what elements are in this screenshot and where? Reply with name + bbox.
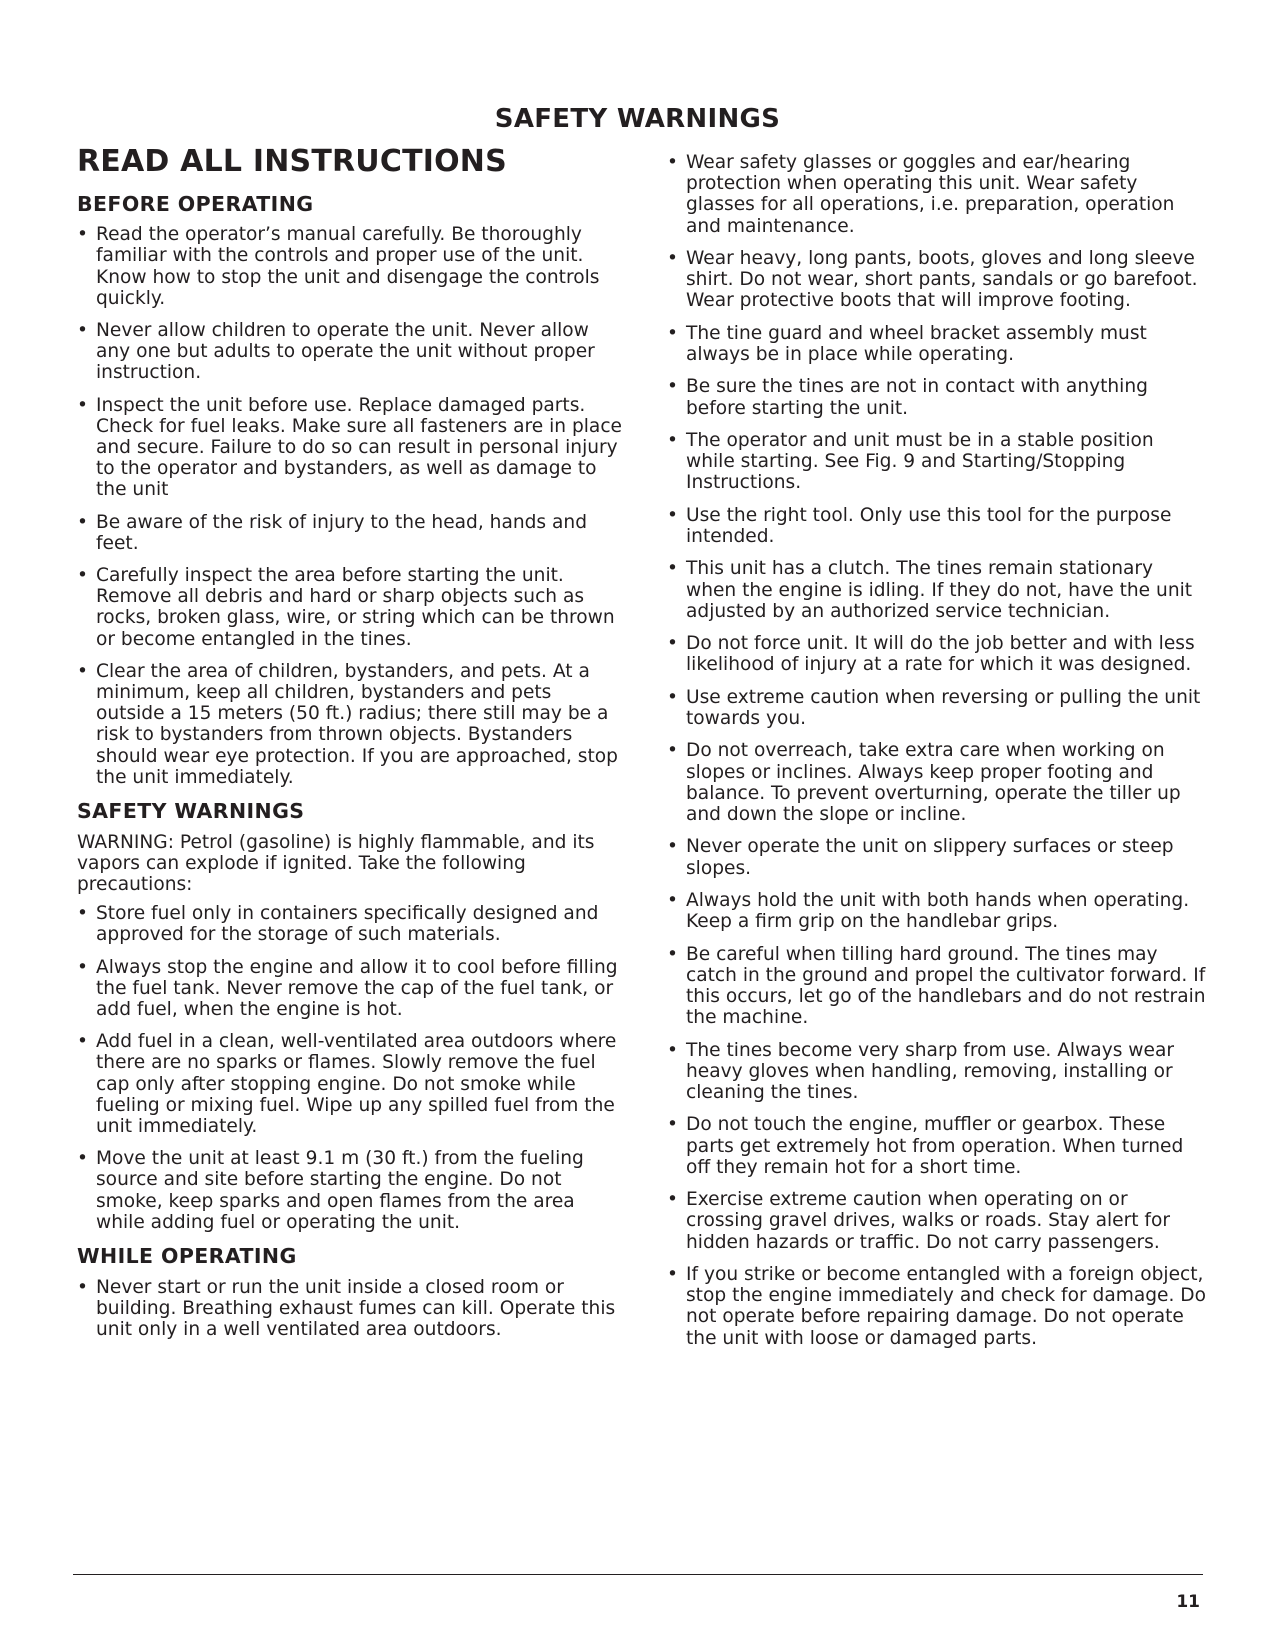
footer-divider: [73, 1574, 1203, 1575]
list-item: • Read the operator’s manual carefully. Be thoroughly familiar with the controls and proper use of the unit. Know how to stop the unit and disengage the controls quickly.: [77, 224, 622, 309]
right-column: [667, 152, 1207, 1360]
list-item: • Be sure the tines are not in contact with anything before starting the unit.: [667, 376, 1207, 418]
list-item: • Do not touch the engine, muffler or gearbox. These parts get extremely hot from operation. When turned off they remain hot for a short time.: [667, 1114, 1207, 1178]
list-item: • Use the right tool. Only use this tool for the purpose intended.: [667, 505, 1207, 547]
list-item: • Exercise extreme caution when operating on or crossing gravel drives, walks or roads. Stay alert for hidden hazards or traffic. Do not carry passengers.: [667, 1189, 1207, 1253]
list-item: • Wear safety glasses or goggles and ear/hearing protection when operating this unit. Wear safety glasses for all operations, i.e. preparation, operation and maintenance.: [667, 152, 1207, 237]
list-item: • The operator and unit must be in a stable position while starting. See Fig. 9 and Starting/Stopping Instructions.: [667, 430, 1207, 494]
page-number: 11: [1176, 1592, 1200, 1612]
list-item: • Do not force unit. It will do the job better and with less likelihood of injury at a rate for which it was designed.: [667, 633, 1207, 675]
list-item: • Always hold the unit with both hands when operating. Keep a firm grip on the handlebar grips.: [667, 890, 1207, 932]
list-item: • Never allow children to operate the unit. Never allow any one but adults to operate the unit without proper instruction.: [77, 320, 622, 384]
list-item: • Always stop the engine and allow it to cool before filling the fuel tank. Never remove the cap of the fuel tank, or add fuel, when the engine is hot.: [77, 957, 622, 1021]
list-item: • Store fuel only in containers specifically designed and approved for the storage of such materials.: [77, 903, 622, 945]
while-operating-heading: WHILE OPERATING: [77, 1244, 297, 1269]
list-item: • The tine guard and wheel bracket assembly must always be in place while operating.: [667, 323, 1207, 365]
list-item: • Inspect the unit before use. Replace damaged parts. Check for fuel leaks. Make sure all fasteners are in place and secure. Failure to do so can result in personal injury to the operator and bystanders, as well as damage to the unit: [77, 395, 622, 501]
before-operating-section: [77, 192, 622, 788]
list-item: • Be careful when tilling hard ground. The tines may catch in the ground and propel the cultivator forward. If this occurs, let go of the handlebars and do not restrain the machine.: [667, 944, 1207, 1029]
safety-warnings-section: [77, 799, 622, 1233]
list-item: • Wear heavy, long pants, boots, gloves and long sleeve shirt. Do not wear, short pants, sandals or go barefoot. Wear protective boots that will improve footing.: [667, 248, 1207, 312]
list-item: • The tines become very sharp from use. Always wear heavy gloves when handling, removing, installing or cleaning the tines.: [667, 1040, 1207, 1104]
list-item: • Never start or run the unit inside a closed room or building. Breathing exhaust fumes can kill. Operate this unit only in a well ventilated area outdoors.: [77, 1277, 622, 1341]
while-operating-section: [77, 1244, 622, 1340]
safety-warnings-list: [77, 903, 622, 1233]
read-all-instructions-heading: READ ALL INSTRUCTIONS: [77, 144, 507, 179]
list-item: • Never operate the unit on slippery surfaces or steep slopes.: [667, 836, 1207, 878]
list-item: • This unit has a clutch. The tines remain stationary when the engine is idling. If they do not, have the unit adjusted by an authorized service technician.: [667, 558, 1207, 622]
fuel-warning-intro: WARNING: Petrol (gasoline) is highly flammable, and its vapors can explode if ignited. Take the following precautions:: [77, 831, 595, 895]
before-operating-heading: BEFORE OPERATING: [77, 191, 314, 216]
list-item: • Use extreme caution when reversing or pulling the unit towards you.: [667, 687, 1207, 729]
safety-warnings-heading: SAFETY WARNINGS: [77, 798, 305, 823]
before-operating-list: [77, 224, 622, 788]
list-item: • Do not overreach, take extra care when working on slopes or inclines. Always keep proper footing and balance. To prevent overturning, operate the tiller up and down the slope or incline.: [667, 740, 1207, 825]
list-item: • Carefully inspect the area before starting the unit. Remove all debris and hard or sharp objects such as rocks, broken glass, wire, or string which can be thrown or become entangled in the tines.: [77, 565, 622, 650]
list-item: • If you strike or become entangled with a foreign object, stop the engine immediately and check for damage. Do not operate before repairing damage. Do not operate the unit with loose or damaged parts.: [667, 1264, 1207, 1349]
operating-rules-list: [667, 152, 1207, 1349]
list-item: • Clear the area of children, bystanders, and pets. At a minimum, keep all children, bystanders and pets outside a 15 meters (50 ft.) radius; there still may be a risk to bystanders from thrown objects. Bystanders should wear eye protection. If you are approached, stop the unit immediately.: [77, 661, 622, 788]
left-column: [77, 146, 622, 1351]
while-operating-list: [77, 1277, 622, 1341]
page-title: SAFETY WARNINGS: [494, 104, 781, 134]
list-item: • Be aware of the risk of injury to the head, hands and feet.: [77, 512, 622, 554]
list-item: • Move the unit at least 9.1 m (30 ft.) from the fueling source and site before starting the engine. Do not smoke, keep sparks and open flames from the area while adding fuel or operating the unit.: [77, 1148, 622, 1233]
list-item: • Add fuel in a clean, well-ventilated area outdoors where there are no sparks or flames. Slowly remove the fuel cap only after stopping engine. Do not smoke while fueling or mixing fuel. Wipe up any spilled fuel from the unit immediately.: [77, 1031, 622, 1137]
